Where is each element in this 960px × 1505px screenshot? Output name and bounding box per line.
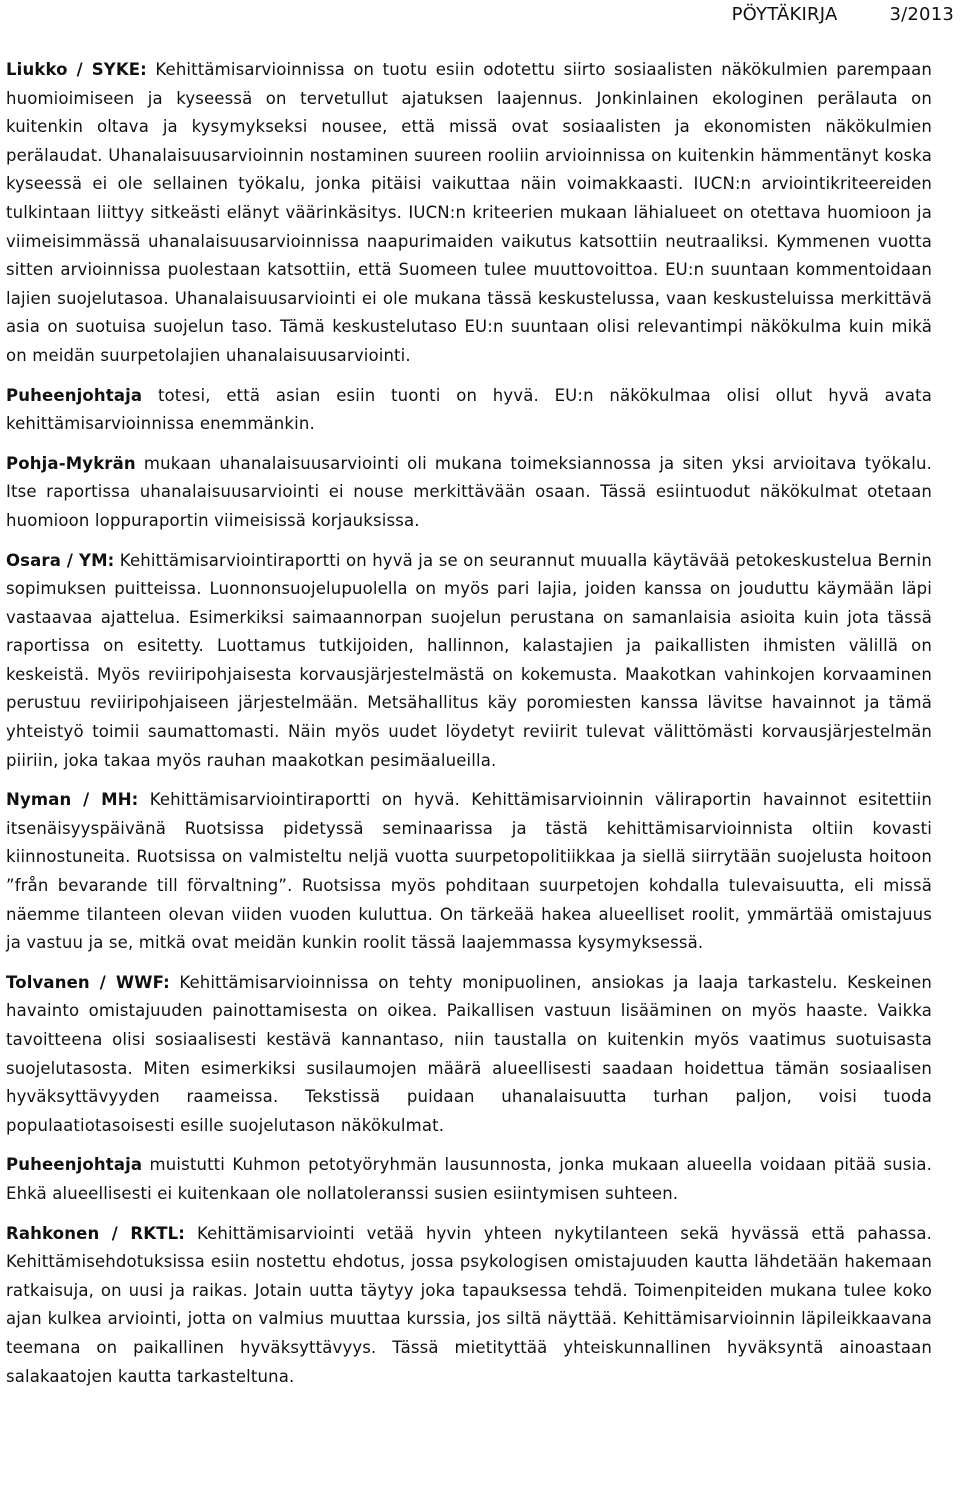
speaker-name: Rahkonen / RKTL:	[6, 1223, 186, 1243]
speaker-name: Puheenjohtaja	[6, 385, 143, 405]
paragraph-osara	[6, 547, 932, 776]
speaker-name: Nyman / MH:	[6, 790, 139, 810]
document-type: PÖYTÄKIRJA	[731, 4, 838, 25]
speaker-name: Tolvanen / WWF:	[6, 972, 170, 992]
speaker-name: Osara / YM:	[6, 550, 115, 570]
paragraph-text: mukaan uhanalaisuusarviointi oli mukana toimeksiannossa ja siten yksi arvioitava työkalu. Itse raportissa uhanalaisuusarviointi ei nouse merkittävään osaan. Tässä esiintuodut näkökulmat otetaan huomioon loppuraportin viimeisissä korjauksissa.	[6, 453, 932, 530]
document-number: 3/2013	[889, 4, 954, 25]
paragraph-text: Kehittämisarvioinnissa on tuotu esiin odotettu siirto sosiaalisten näkökulmien parempaan huomioimiseen ja kyseessä on tervetullut ajatuksen laajennus. Jonkinlainen ekologinen perälauta on kuitenkin oltava ja kysymykseksi nousee, että missä ovat sosiaalisten ja ekonomisten näkökulmien perälaudat. Uhanalaisuusarvioinnin nostaminen suureen rooliin arvioinnissa on kuitenkin hämmentänyt koska kyseessä ei ole sellainen työkalu, jonka pitäisi vaikuttaa näin voimakkaasti. IUCN:n arviointikriteereiden tulkintaan liittyy sitkeästi elänyt väärinkäsitys. IUCN:n kriteerien mukaan lähialueet on otettava huomioon ja viimeisimmässä uhanalaisuusarvioinnissa naapurimaiden vaikutus katsottiin neutraaliksi. Kymmenen vuotta sitten arvioinnissa puolestaan katsottiin, että Suomeen tulee muuttovoittoa. EU:n suuntaan kommentoidaan lajien suojelutasoa. Uhanalaisuusarviointi ei ole mukana tässä keskustelussa, vaan keskusteluissa merkittävä asia on suotuisa suojelun taso. Tämä keskustelutaso EU:n suuntaan olisi relevantimpi näkökulma kuin mikä on meidän suurpetolajien uhanalaisuusarviointi.	[6, 60, 932, 365]
paragraph-text: Kehittämisarviointi vetää hyvin yhteen nykytilanteen sekä hyvässä että pahassa. Kehittämisehdotuksissa esiin nostettu ehdotus, jossa psykologisen omistajuuden kautta lähdetään hakemaan ratkaisuja, on uusi ja raikas. Jotain uutta täytyy joka tapauksessa tehdä. Toimenpiteiden mukana tulee koko ajan kulkea arviointi, jotta on valmius muuttaa kurssia, jos siltä näyttää. Kehittämisarvioinnin läpileikkaavana teemana on paikallinen hyväksyttävyys. Tässä mietityttää yhteiskunnallinen hyväksyntä ainoastaan salakaatojen kautta tarkasteltuna.	[6, 1223, 932, 1386]
paragraph-tolvanen	[6, 969, 932, 1141]
paragraph-text: muistutti Kuhmon petotyöryhmän lausunnosta, jonka mukaan alueella voidaan pitää susia. Ehkä alueellisesti ei kuitenkaan ole nollatoleranssi susien esiintymisen suhteen.	[6, 1155, 932, 1203]
paragraph-text: Kehittämisarvioinnissa on tehty monipuolinen, ansiokas ja laaja tarkastelu. Keskeinen havainto omistajuuden painottamisesta on oikea. Paikallisen vastuun lisääminen on myös haaste. Vaikka tavoitteena olisi sosiaalisesti kestävä kannantaso, niin taustalla on kuitenkin myös vaatimus suotuisasta suojelutasosta. Miten esimerkiksi susilaumojen määrä alueellisesti saadaan hoidettua tämän sosiaalisen hyväksyttävyyden raameissa. Tekstissä puidaan uhanalaisuutta turhan paljon, voisi tuoda populaatiotasoisesti esille suojelutason näkökulmat.	[6, 972, 933, 1135]
paragraph-text: totesi, että asian esiin tuonti on hyvä. EU:n näkökulmaa olisi ollut hyvä avata kehittämisarvioinnissa enemmänkin.	[6, 385, 932, 434]
paragraph-puheenjohtaja-1	[6, 382, 932, 439]
speaker-name: Liukko / SYKE:	[6, 60, 147, 79]
speaker-name: Puheenjohtaja	[6, 1155, 143, 1175]
paragraph-pohja-mykra	[6, 450, 932, 536]
paragraph-puheenjohtaja-2	[6, 1151, 932, 1208]
paragraph-nyman	[6, 786, 932, 958]
paragraph-liukko	[6, 56, 932, 371]
document-body	[6, 56, 932, 1402]
speaker-name: Pohja-Mykrän	[6, 453, 136, 473]
paragraph-text: Kehittämisarviointiraportti on hyvä ja se on seurannut muualla käytävää petokeskustelua Bernin sopimuksen puitteissa. Luonnonsuojelupuolella on myös pari lajia, joiden kanssa on jouduttu käymään läpi vastaavaa ajattelua. Esimerkiksi saimaannorpan suojelun perustana on samanlaisia asioita kuin jota tässä raportissa on esitetty. Luottamus tutkijoiden, hallinnon, kalastajien ja paikallisten ihmisten välillä on keskeistä. Myös reviiripohjaisesta korvausjärjestelmästä on kokemusta. Maakotkan vahinkojen korvaaminen perustuu reviiripohjaiseen järjestelmään. Metsähallitus käy poromiesten kanssa lävitse havainnot ja tämä yhteistyö toimii saumattomasti. Näin myös uudet löydetyt reviirit tulevat välittömästi korvausjärjestelmän piiriin, joka takaa myös rauhan maakotkan pesimäalueilla.	[6, 550, 933, 770]
page-header	[732, 4, 954, 25]
paragraph-rahkonen	[6, 1220, 932, 1392]
paragraph-text: Kehittämisarviointiraportti on hyvä. Kehittämisarvioinnin väliraportin havainnot esitettiin itsenäisyyspäivänä Ruotsissa pidetyssä seminaarissa ja tästä kehittämisarvioinnista oltiin kovasti kiinnostuneita. Ruotsissa on valmisteltu neljä vuotta suurpetopolitiikkaa ja siellä siirrytään suojelusta hoitoon ”från bevarande till förvaltning”. Ruotsissa myös pohditaan suurpetojen kohdalla tulevaisuutta, eli missä näemme tilanteen olevan viiden vuoden kuluttua. On tärkeää hakea alueelliset roolit, ymmärtää omistajuus ja vastuu ja se, mitkä ovat meidän kunkin roolit tässä laajemmassa kysymyksessä.	[6, 790, 932, 953]
